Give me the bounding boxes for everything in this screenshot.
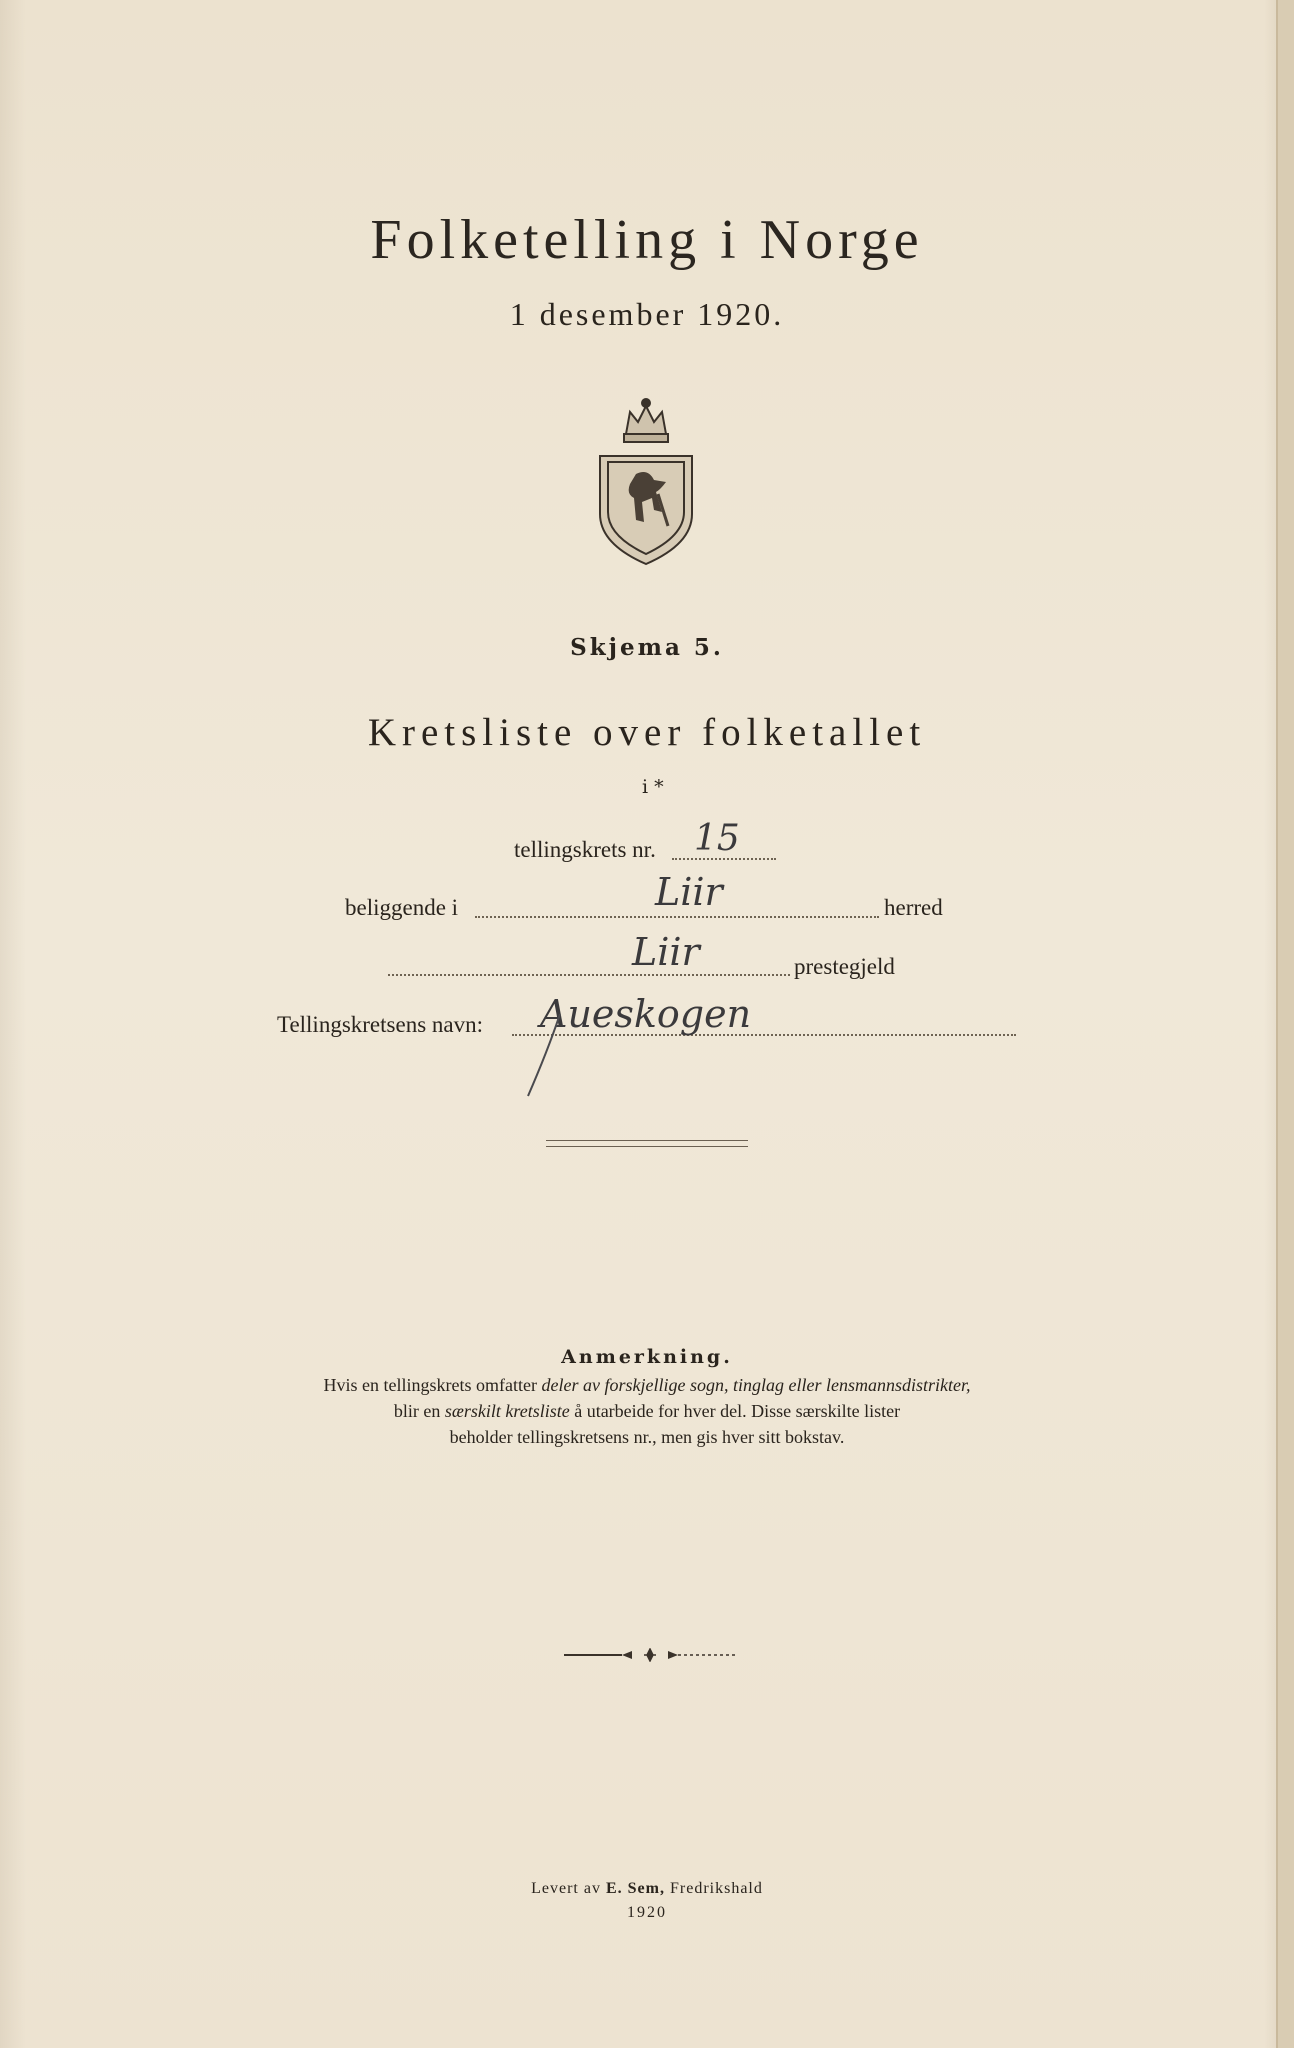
note-line-2-emphasis: særskilt kretsliste <box>444 1401 570 1421</box>
census-date: 1 desember 1920. <box>509 296 785 332</box>
note-line-2-text-b: å utarbeide for hver del. Disse særskilte lister <box>569 1401 901 1421</box>
ornament-divider-icon <box>560 1648 740 1662</box>
herred-label: herred <box>884 895 943 920</box>
note-line-2-text-a: blir en <box>393 1401 445 1421</box>
district-number-label: tellingskrets nr. <box>514 837 656 862</box>
district-name-label: Tellingskretsens navn: <box>277 1012 483 1037</box>
printer-year: 1920 <box>627 1904 667 1921</box>
note-line-1 <box>200 1372 1094 1398</box>
parish-value: Liir <box>632 930 700 974</box>
schema-number: Skjema 5. <box>570 634 724 661</box>
note-line-3: beholder tellingskretsens nr., men gis hver sitt bokstav. <box>449 1427 845 1447</box>
located-in-value: Liir <box>655 870 723 914</box>
note-line-2 <box>200 1398 1094 1424</box>
printer-prefix: Levert av <box>531 1880 606 1897</box>
form-heading: Kretsliste over folketallet <box>367 711 927 754</box>
page-title: Folketelling i Norge <box>370 209 924 271</box>
note-title: Anmerkning. <box>561 1346 733 1368</box>
printer-name: E. Sem, <box>605 1880 665 1897</box>
note-line-1-emphasis: deler av forskjellige sogn, tinglag eller lensmannsdistrikter, <box>541 1375 971 1395</box>
separator-rule <box>546 1140 748 1147</box>
parish-line <box>388 974 790 976</box>
district-number-value: 15 <box>694 818 740 859</box>
printer-place: Fredrikshald <box>664 1880 763 1897</box>
located-in-line <box>475 916 879 918</box>
handwriting-stroke <box>520 1010 570 1100</box>
parish-label: prestegjeld <box>794 954 895 979</box>
coat-of-arms-icon <box>596 394 696 566</box>
note-line-1-text: Hvis en tellingskrets omfatter <box>323 1375 542 1395</box>
located-in-label: beliggende i <box>345 895 459 920</box>
printer-line <box>0 1880 1294 1898</box>
district-name-value: Aueskogen <box>540 992 752 1036</box>
i-marker: i * <box>642 776 664 798</box>
